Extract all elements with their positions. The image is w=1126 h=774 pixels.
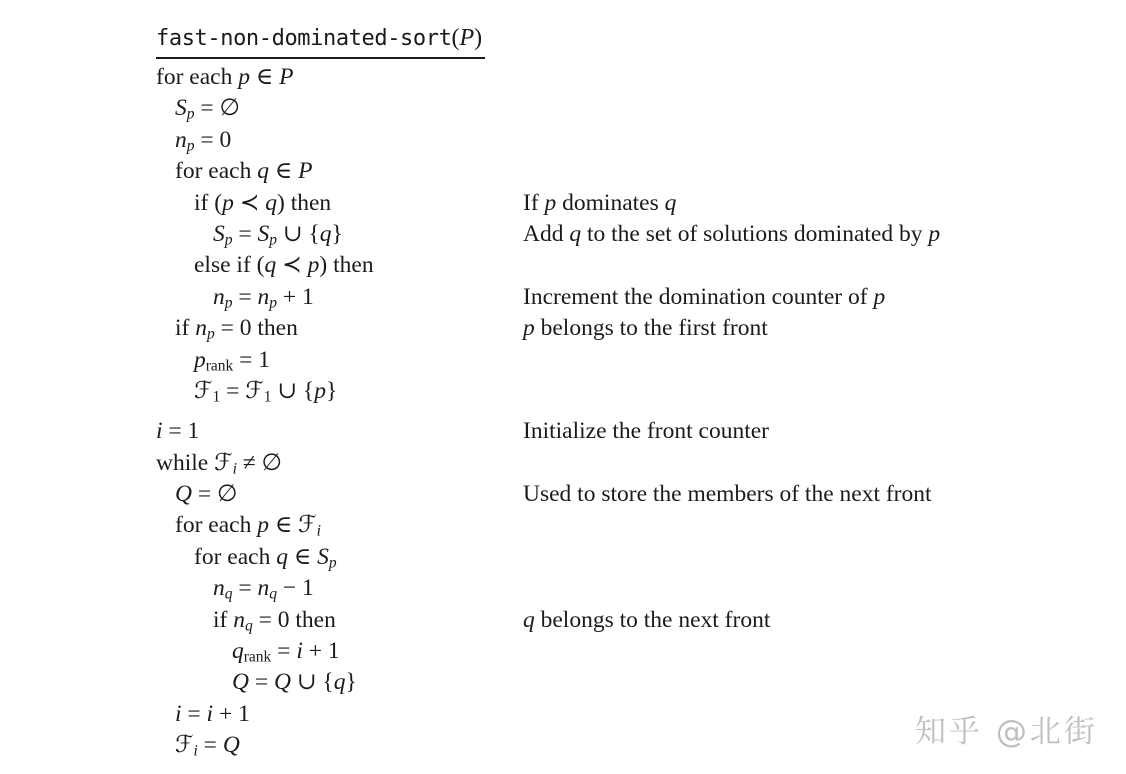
comment-text: p belongs to the first front (523, 315, 768, 342)
code-text: $S_p = S_p$ ∪ {q} (213, 220, 343, 249)
code-text: ℱ$_i$ = Q (175, 732, 240, 760)
code-text: if (p ≺ q) then (194, 189, 332, 216)
pseudocode-line (156, 699, 485, 730)
code-text: for each p ∈ P (156, 64, 294, 90)
code-text: $n_p = 0$ (175, 126, 232, 155)
pseudocode-line (156, 156, 485, 187)
comment-text: Used to store the members of the next front (523, 481, 932, 508)
code-text: for each q ∈ P (175, 158, 313, 185)
code-text: $q_{rank} = i + 1$ (232, 638, 340, 666)
watermark: 知乎 @北街 (915, 714, 1098, 750)
pseudocode-line (156, 510, 485, 541)
pseudocode-line (156, 250, 485, 281)
pseudocode-block (156, 22, 941, 762)
code-text: else if (q ≺ p) then (194, 252, 374, 279)
code-text: i = 1 (156, 418, 200, 445)
pseudocode-line (156, 93, 485, 124)
pseudocode-line (156, 542, 485, 573)
comment-text: Initialize the front counter (523, 418, 769, 445)
pseudocode-line (156, 219, 941, 250)
code-text: $S_p$ = ∅ (175, 95, 240, 123)
pseudocode-line (156, 667, 485, 698)
pseudocode-line (156, 416, 769, 447)
pseudocode-line (156, 282, 886, 313)
pseudocode-line (156, 605, 771, 636)
code-text: if $n_p = 0$ then (175, 315, 298, 343)
code-text: while ℱ$_i$ ≠ ∅ (156, 449, 282, 478)
algorithm-title (156, 22, 485, 59)
pseudocode-line (156, 313, 768, 344)
comment-text: Increment the domination counter of p (523, 283, 886, 310)
comment-text: If p dominates q (523, 189, 677, 216)
pseudocode-line (156, 573, 485, 604)
code-text: for each q ∈ $S_p$ (194, 543, 337, 572)
code-text: $n_p = n_p + 1$ (213, 283, 314, 312)
code-text: ℱ$_1$ = ℱ$_1$ ∪ {p} (194, 377, 338, 406)
pseudocode-line (156, 62, 485, 93)
code-text: i = i + 1 (175, 700, 250, 727)
pseudocode-line (156, 479, 932, 510)
code-text: Q = ∅ (175, 481, 238, 508)
pseudocode-line (156, 376, 485, 407)
pseudocode-line (156, 345, 485, 376)
code-text: $n_q = n_q - 1$ (213, 575, 314, 603)
pseudocode-line (156, 188, 677, 219)
pseudocode-line (156, 636, 485, 667)
pseudocode-line (156, 730, 485, 761)
pseudocode-line (156, 125, 485, 156)
pseudocode-line (156, 448, 485, 479)
algorithm-title-text: fast-non-dominated-sort(P) (156, 25, 483, 51)
comment-text: q belongs to the next front (523, 606, 771, 633)
code-text: Q = Q ∪ {q} (232, 669, 357, 696)
code-text: if $n_q = 0$ then (213, 606, 336, 635)
code-text: $p_{rank} = 1$ (194, 346, 271, 374)
code-text: for each p ∈ ℱ$_i$ (175, 512, 321, 540)
comment-text: Add q to the set of solutions dominated by p (523, 220, 941, 247)
